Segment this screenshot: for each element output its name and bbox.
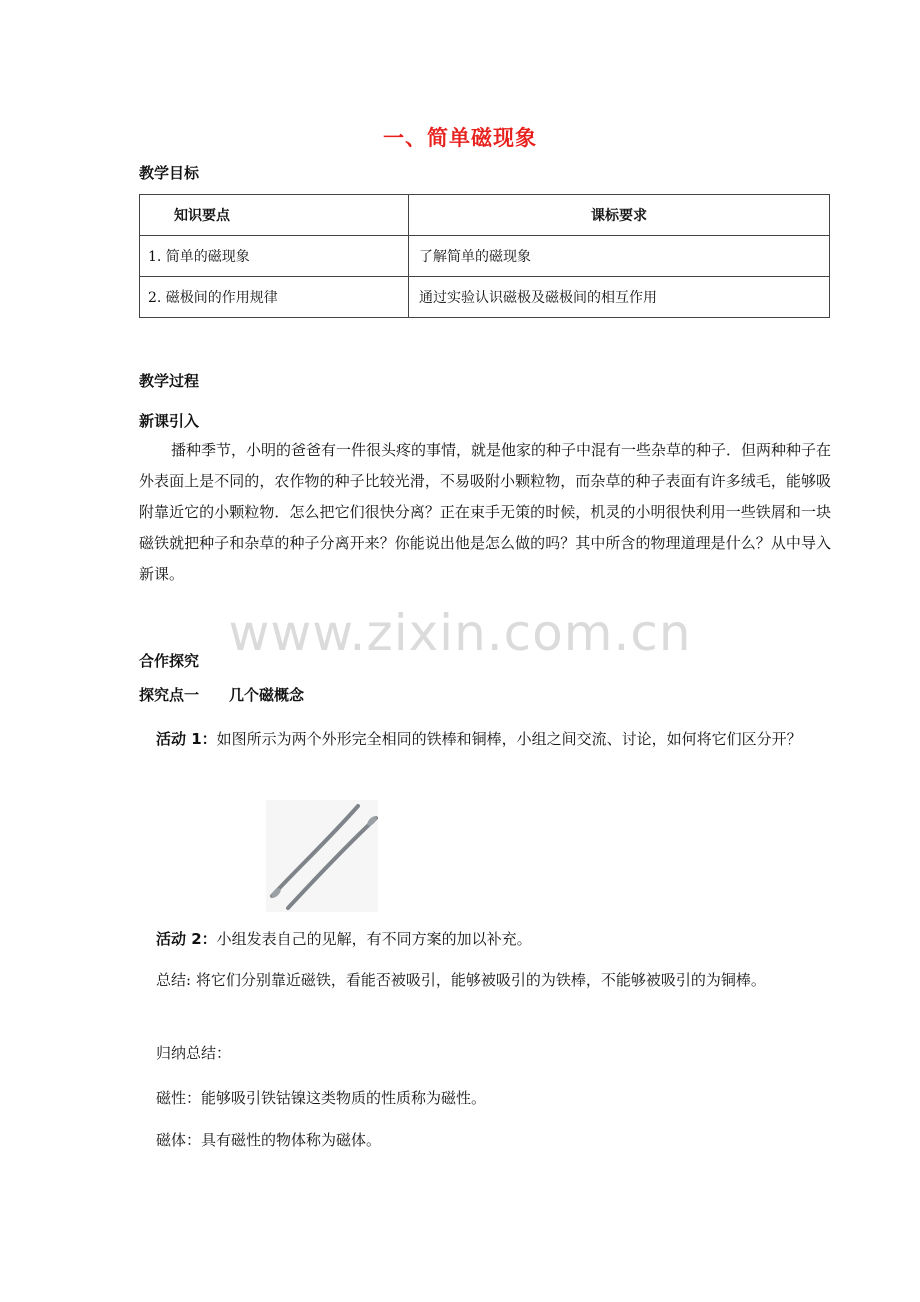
magnetism-definition: 磁性：能够吸引铁钴镍这类物质的性质称为磁性。 xyxy=(156,1089,487,1107)
watermark: www.zixin.com.cn xyxy=(228,604,692,662)
coop-heading: 合作探究 xyxy=(139,652,200,670)
activity-1 xyxy=(139,723,831,756)
intro-paragraph: 播种季节，小明的爸爸有一件很头疼的事情，就是他家的种子中混有一些杂草的种子．但两种种子在外表面上是不同的，农作物的种子比较光滑，不易吸附小颗粒物，而杂草的种子表面有许多绒毛，能够吸附靠近它的小颗粒物．怎么把它们很快分离？正在束手无策的时候，机灵的小明很快利用一些铁屑和一块磁铁就把种子和杂草的种子分离开来？你能说出他是怎么做的吗？其中所含的物理道理是什么？从中导入新课。 xyxy=(139,441,832,583)
goals-table xyxy=(139,194,830,318)
activity-2-label: 活动 2： xyxy=(156,930,217,948)
two-metal-rods-icon xyxy=(266,800,378,912)
summary-text: 总结: 将它们分别靠近磁铁，看能否被吸引，能够被吸引的为铁棒，不能够被吸引的为铜棒。 xyxy=(156,971,766,989)
table-row xyxy=(140,277,830,318)
activity-2 xyxy=(156,924,836,955)
intro-heading: 新课引入 xyxy=(139,412,200,430)
page-title: 一、简单磁现象 xyxy=(383,126,537,150)
process-heading: 教学过程 xyxy=(139,372,200,390)
activity-1-label: 活动 1： xyxy=(156,730,217,748)
table-header-row xyxy=(140,195,830,236)
table-cell: 通过实验认识磁极及磁极间的相互作用 xyxy=(409,277,830,318)
magnet-definition: 磁体：具有磁性的物体称为磁体。 xyxy=(156,1131,382,1149)
activity-1-text: 如图所示为两个外形完全相同的铁棒和铜棒，小组之间交流、讨论，如何将它们区分开？ xyxy=(216,730,802,748)
table-cell: 了解简单的磁现象 xyxy=(409,236,830,277)
table-cell: 1. 简单的磁现象 xyxy=(140,236,409,277)
goals-heading: 教学目标 xyxy=(139,164,200,182)
table-header-knowledge: 知识要点 xyxy=(140,195,409,236)
explore-heading: 探究点一 几个磁概念 xyxy=(139,686,305,704)
table-row xyxy=(140,236,830,277)
table-header-requirements: 课标要求 xyxy=(409,195,830,236)
rods-figure xyxy=(266,800,378,912)
table-cell: 2. 磁极间的作用规律 xyxy=(140,277,409,318)
activity-2-text: 小组发表自己的见解，有不同方案的加以补充。 xyxy=(216,930,532,948)
conclusion-heading: 归纳总结： xyxy=(156,1044,232,1062)
